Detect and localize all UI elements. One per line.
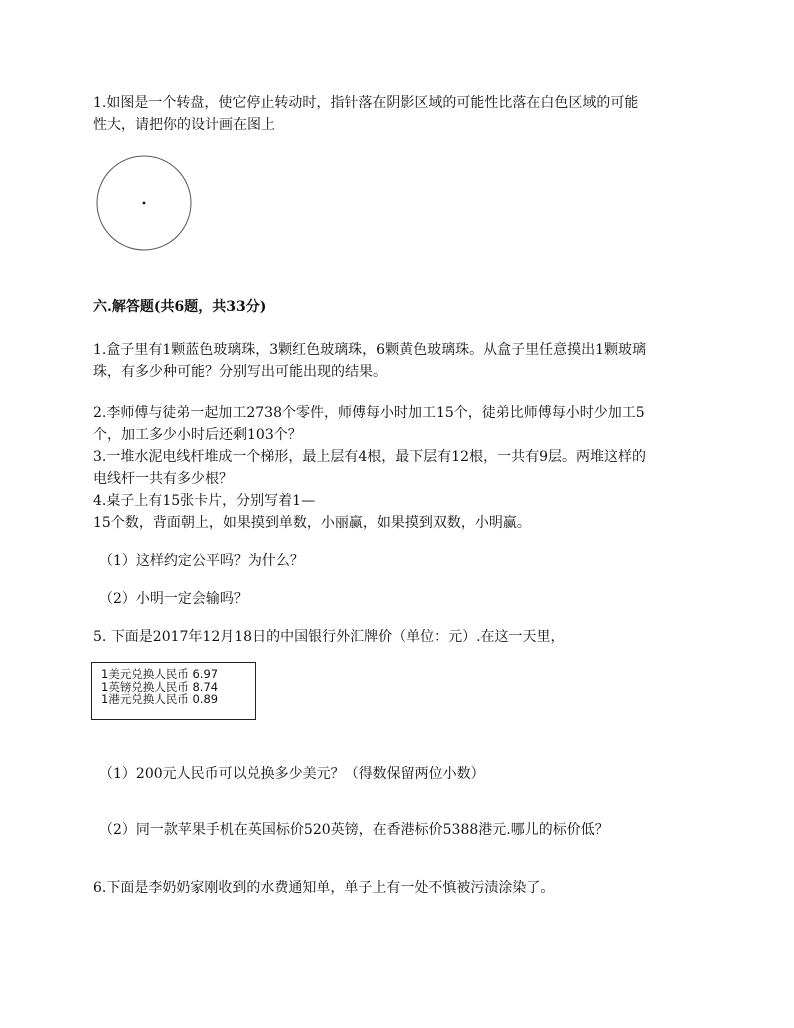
question-text-line: 珠，有多少种可能？分别写出可能出现的结果。 <box>93 364 387 380</box>
question-5-sub-2: （2）同一款苹果手机在英国标价520英镑，在香港标价5388港元.哪儿的标价低？ <box>99 822 609 838</box>
question-text-line: 个，加工多少小时后还剩103个？ <box>93 427 302 443</box>
question-text-line: 2.李师傅与徒弟一起加工2738个零件，师傅每小时加工15个，徒弟比师傅每小时少加工5 <box>93 405 645 421</box>
question-1 <box>93 339 713 383</box>
spinner-diagram <box>96 155 192 251</box>
exchange-rate-row: 1英镑兑换人民币 8.74 <box>101 679 219 694</box>
section-title: 六.解答题(共6题，共33分) <box>93 299 267 315</box>
exchange-rate-row: 1美元兑换人民币 6.97 <box>101 667 219 681</box>
question-5-intro: 5. 下面是2017年12月18日的中国银行外汇牌价（单位：元）.在这一天里， <box>93 629 565 645</box>
exchange-rate-row: 1港元兑换人民币 0.89 <box>101 692 219 706</box>
question-spinner <box>93 92 713 136</box>
question-4 <box>93 490 713 534</box>
question-3 <box>93 446 713 490</box>
question-5-sub-1: （1）200元人民币可以兑换多少美元？（得数保留两位小数） <box>99 766 485 782</box>
question-text-line: 电线杆一共有多少根？ <box>93 471 233 487</box>
question-4-sub-2: （2）小明一定会输吗？ <box>99 591 248 607</box>
question-2 <box>93 402 713 446</box>
question-text-line: 性大，请把你的设计画在图上 <box>93 117 275 133</box>
question-text-line: 1.如图是一个转盘，使它停止转动时，指针落在阴影区域的可能性比落在白色区域的可能 <box>93 95 639 111</box>
question-text-line: 1.盒子里有1颗蓝色玻璃珠，3颗红色玻璃珠，6颗黄色玻璃珠。从盒子里任意摸出1颗玻璃 <box>93 342 646 358</box>
spinner-center-dot <box>143 202 146 205</box>
question-text-line: 4.桌子上有15张卡片，分别写着1— <box>93 493 316 509</box>
exchange-rate-table <box>91 662 256 720</box>
question-text-line: 15个数，背面朝上，如果摸到单数，小丽赢，如果摸到双数，小明赢。 <box>93 515 531 531</box>
question-6-intro: 6.下面是李奶奶家刚收到的水费通知单，单子上有一处不慎被污渍涂染了。 <box>93 880 555 896</box>
question-text-line: 3.一堆水泥电线杆堆成一个梯形，最上层有4根，最下层有12根，一共有9层。两堆这样的 <box>93 449 646 465</box>
question-4-sub-1: （1）这样约定公平吗？为什么？ <box>99 553 304 569</box>
